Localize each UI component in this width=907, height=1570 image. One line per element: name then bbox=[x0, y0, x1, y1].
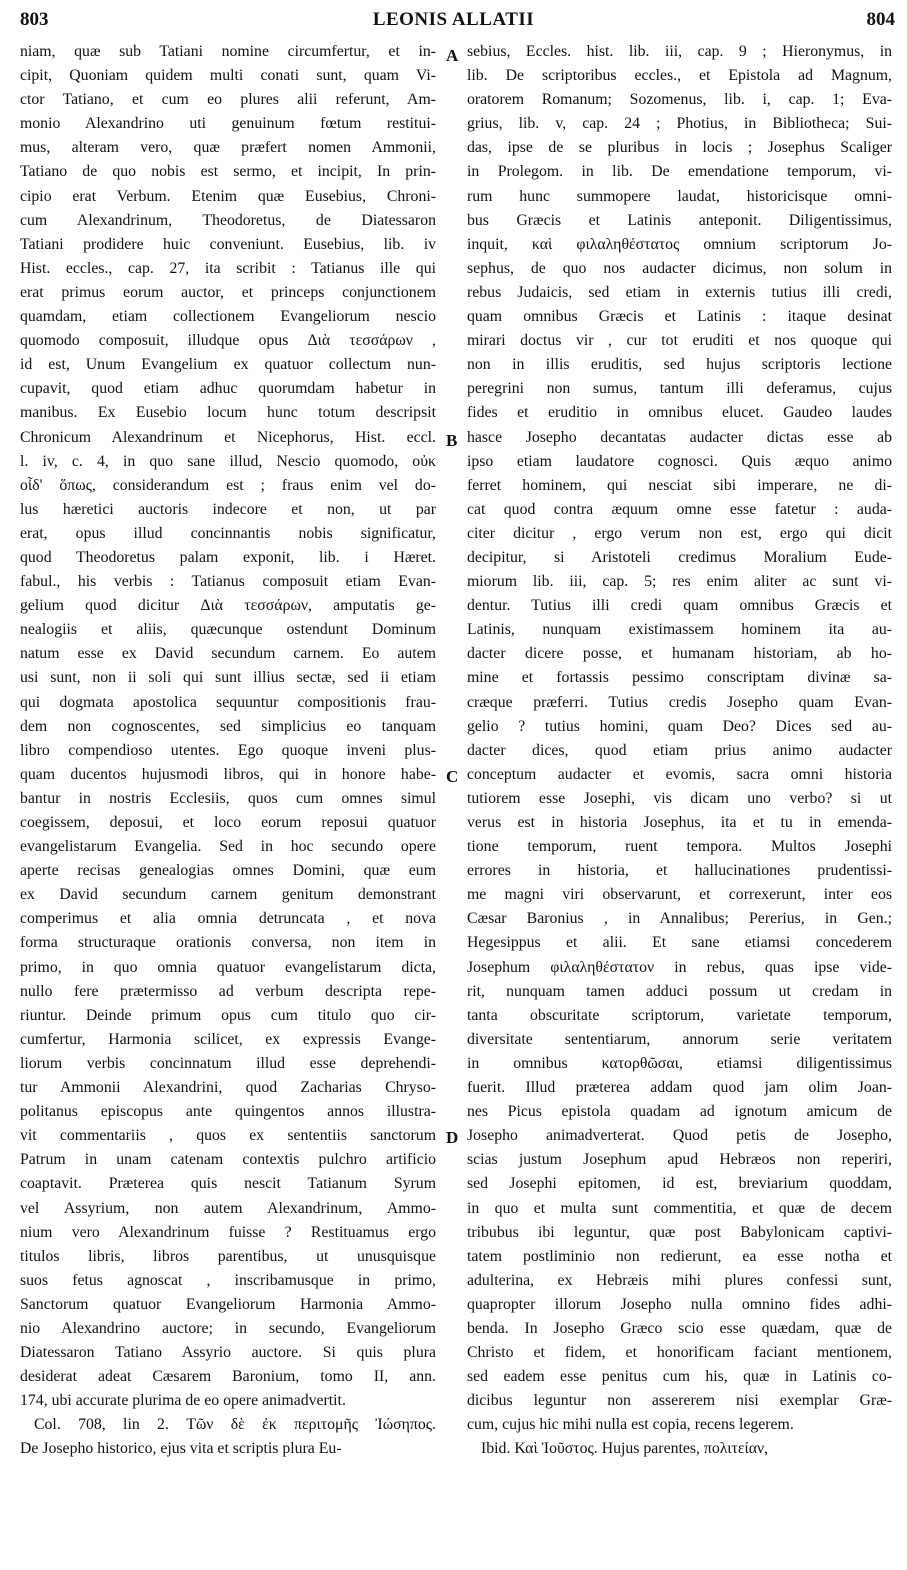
left-text-line: Hist. eccles., cap. 27, ita scribit : Tatianus ille qui bbox=[20, 259, 436, 277]
margin-marker-b: B bbox=[446, 431, 458, 450]
left-text-line: vit commentariis , quos ex sententiis sanctorum bbox=[20, 1127, 436, 1145]
left-text-line: riuntur. Deinde primum opus cum titulo quo cir- bbox=[20, 1006, 436, 1024]
right-text-line: hasce Josepho decantatas audacter dictas esse ab bbox=[467, 428, 892, 446]
left-text-line: coegissem, deposui, et loco eorum reposui quatuor bbox=[20, 814, 436, 831]
left-text-line: qui dogmata apostolica sequuntur compositionis frau- bbox=[20, 693, 436, 711]
left-text-line: bantur in nostris Ecclesiis, quos cum omnes simul bbox=[20, 789, 436, 807]
left-text-line: quam ducentos hujusmodi libros, qui in honore habe- bbox=[20, 765, 436, 783]
right-text-line: rit, nunquam tamen adduci possum ut credam in bbox=[467, 982, 892, 1000]
right-text-line: dicibus leguntur non assererem nisi exemplar Græ- bbox=[467, 1392, 892, 1410]
right-text-line: benda. In Josepho Græco scio esse quædam, quæ de bbox=[467, 1319, 892, 1337]
left-text-line: vel Assyrium, non autem Alexandrinum, Ammo- bbox=[20, 1199, 436, 1217]
right-text-line: me magni viri observarunt, et correxerunt, inter eos bbox=[467, 886, 892, 904]
right-text-line: non in illis eruditis, sed hujus scriptoris lectione bbox=[467, 356, 892, 374]
right-text-line: tione temporum, ruent tempora. Multos Josephi bbox=[467, 838, 892, 856]
left-text-line: Sanctorum quatuor Evangeliorum Harmonia Ammo- bbox=[20, 1295, 436, 1313]
left-text-line: niam, quæ sub Tatiani nomine circumfertur, et in- bbox=[20, 43, 436, 60]
right-text-line: nes Picus epistola quadam ad ignotum amicum de bbox=[467, 1103, 892, 1121]
right-text-line: adulterina, ex Hebræis mihi plures confessi sunt, bbox=[467, 1271, 892, 1289]
left-text-line: forma structuraque orationis conversa, non item in bbox=[20, 934, 436, 952]
right-text-line: sebius, Eccles. hist. lib. iii, cap. 9 ; Hieronymus, in bbox=[467, 43, 892, 60]
right-text-line: das, ipse de se pluribus in locis ; Josephus Scaliger bbox=[467, 139, 892, 157]
left-text-line: οἶδ' ὅπως, considerandum est ; fraus enim vel do- bbox=[20, 476, 436, 494]
page-number-right: 804 bbox=[866, 9, 895, 30]
right-text-line: decipitur, si Aristoteli credimus Moralium Eude- bbox=[467, 548, 892, 566]
left-text-line: usi sunt, non ii soli qui sunt illius sectæ, sed ii etiam bbox=[20, 669, 436, 687]
right-text-line: sed eadem esse penitus cum his, quæ in Latinis co- bbox=[467, 1368, 892, 1386]
right-text-line: mine et fortassis pessimo conscriptam divinæ sa- bbox=[467, 669, 892, 687]
left-text-line: Chronicum Alexandrinum et Nicephorus, Hist. eccl. bbox=[20, 428, 436, 446]
right-text-line: in omnibus κατορθῶσαι, etiamsi diligentissimus bbox=[467, 1054, 892, 1072]
right-text-line: tatem postliminio non redierunt, ea esse notha et bbox=[467, 1247, 892, 1265]
right-text-line: mirari doctus vir , cur tot eruditi et nos quoque qui bbox=[467, 332, 892, 350]
right-text-line: bus Græcis et Latinis anteponit. Diligentissimus, bbox=[467, 211, 892, 229]
left-text-line: dem non cognoscentes, sed simplicius eo tanquam bbox=[20, 717, 436, 735]
left-text-line: ex David secundum carnem genitum demonstrant bbox=[20, 886, 436, 904]
right-text-line: in quo et multa sunt commentitia, et quæ de decem bbox=[467, 1199, 892, 1217]
left-text-line: quod Theodoretus palam exponit, lib. i Hæret. bbox=[20, 548, 436, 566]
left-text-line: erat primus eorum auctor, et princeps conjunctionem bbox=[20, 283, 436, 301]
left-text-line: evangelistarum Evangelia. Sed in hoc secundo opere bbox=[20, 838, 436, 856]
left-text-line: libro compendioso utentes. Ego quoque inveni plus- bbox=[20, 741, 436, 759]
left-text-line: titulos libris, libros parentibus, ut unusquisque bbox=[20, 1247, 436, 1265]
right-text-line: citer dicitur , ergo verum non est, ergo qui dicit bbox=[467, 524, 892, 542]
right-text-line: dentur. Tutius illi credi quam omnibus Græcis et bbox=[467, 597, 892, 615]
right-text-line: miorum lib. iii, cap. 5; res enim aliter ac sunt vi- bbox=[467, 573, 892, 591]
right-text-line: dacter dicere posse, et humanam historiam, ab ho- bbox=[467, 645, 892, 663]
left-text-line: nullo fere prætermisso ad verbum descripta repe- bbox=[20, 982, 436, 1000]
left-text-line: suos fetus agnoscat , inscribamusque in primo, bbox=[20, 1271, 436, 1289]
page-number-left: 803 bbox=[20, 9, 49, 30]
right-text-line: conceptum audacter et evomis, sacra omni historia bbox=[467, 765, 892, 783]
left-text-line: aperte recisas genealogias omnes Domini, quæ eum bbox=[20, 862, 436, 880]
left-text-line: cupavit, quod etiam adhuc quorumdam habetur in bbox=[20, 380, 436, 398]
right-text-line: rum hunc summopere laudat, historicisque omni- bbox=[467, 187, 892, 205]
left-text-line: Diatessaron Tatiano Assyrio auctore. Si quis plura bbox=[20, 1344, 436, 1362]
left-text-line: mus, alteram vero, quæ præfert nomen Ammonii, bbox=[20, 139, 436, 157]
margin-marker-c: C bbox=[446, 767, 459, 786]
left-text-line: lus hæretici auctoris indecore et non, ut par bbox=[20, 500, 436, 518]
left-text-line: cipio erat Verbum. Etenim quæ Eusebius, Chroni- bbox=[20, 187, 436, 205]
right-text-line: ipso etiam laudatore cognosci. Quis æquo animo bbox=[467, 452, 892, 470]
running-title: LEONIS ALLATII bbox=[372, 9, 535, 30]
left-text-line: ctor Tatiano, et cum eo plures alii referunt, Am- bbox=[20, 91, 436, 109]
left-text-line: comperimus et alia omnia detruncata , et nova bbox=[20, 910, 436, 928]
left-text-line: erat, opus illud concinnantis nobis significatur, bbox=[20, 524, 436, 542]
right-text-line: fides et eruditio in omnibus elucet. Gaudeo laudes bbox=[467, 404, 892, 422]
left-text-line: nium vero Alexandrinum fuisse ? Restituamus ergo bbox=[20, 1223, 436, 1241]
left-text-line: fabul., his verbis : Tatianus composuit etiam Evan- bbox=[20, 573, 436, 591]
left-text-line: quamdam, etiam collectionem Evangeliorum nescio bbox=[20, 308, 436, 326]
right-text-line: errores in historia, et hallucinationes prudentissi- bbox=[467, 862, 892, 880]
right-text-line: tutiorem esse Josephi, vis dicam uno verbo? si ut bbox=[467, 789, 892, 807]
right-text-line: tribubus ibi leguntur, quæ post Babylonicam captivi- bbox=[467, 1223, 892, 1241]
right-text-line: Josepho animadverterat. Quod petis de Josepho, bbox=[467, 1127, 892, 1145]
right-text-line: rebus Judaicis, sed etiam in externis tutius illi credi, bbox=[467, 283, 892, 301]
right-text-line: Josephum φιλαληθέστατον in rebus, quas ipse vide- bbox=[467, 958, 892, 976]
right-text-line: Latinis, nunquam existimassem hominem ita au- bbox=[467, 621, 892, 639]
right-text-line: Christo et fidem, et honorificam faciant mentionem, bbox=[467, 1344, 892, 1362]
left-text-line: quomodo composuit, illudque opus Διὰ τεσσάρων , bbox=[20, 332, 436, 350]
right-text-line: grius, lib. v, cap. 24 ; Photius, in Bibliotheca; Sui- bbox=[467, 115, 892, 133]
margin-marker-a: A bbox=[446, 46, 459, 65]
right-text-line: sed Josephi epitomen, id est, breviarium quoddam, bbox=[467, 1175, 892, 1193]
right-text-line: diversitate sententiarum, annorum serie veritatem bbox=[467, 1030, 892, 1048]
right-text-line: fuerit. Illud præterea addam quod jam olim Joan- bbox=[467, 1079, 892, 1097]
right-column bbox=[467, 40, 892, 1462]
right-text-line: sephus, de quo nos audacter dicimus, non solum in bbox=[467, 259, 892, 277]
left-text-line: cipit, Quoniam quidem multi conati sunt, quam Vi- bbox=[20, 67, 436, 85]
right-text-line: Cæsar Baronius , in Annalibus; Pererius, in Gen.; bbox=[467, 910, 892, 928]
left-column bbox=[20, 40, 436, 1462]
left-text-line: Patrum in unam catenam contextis pulchro artificio bbox=[20, 1151, 436, 1169]
left-text-line: tur Ammonii Alexandrini, quod Zacharias Chryso- bbox=[20, 1079, 436, 1097]
left-text-line: gelium quod dicitur Διὰ τεσσάρων, amputatis ge- bbox=[20, 597, 436, 615]
right-text-line: dacter dices, quod etiam prius animo audacter bbox=[467, 741, 892, 759]
left-text-line: l. iv, c. 4, in quo sane illud, Nescio quomodo, οὐκ bbox=[20, 452, 436, 470]
left-text-line: nio Alexandrino auctore; in secundo, Evangeliorum bbox=[20, 1319, 436, 1337]
right-text-line: scias justum Josephum apud Hebræos non reperiri, bbox=[467, 1151, 892, 1169]
right-text-line: oratorem Romanum; Sozomenus, lib. i, cap. 1; Eva- bbox=[467, 91, 892, 109]
right-text-line: tanta obscuritate scriptorum, varietate temporum, bbox=[467, 1006, 892, 1024]
left-text-line: Col. 708, lin 2. Τῶν δὲ ἐκ περιτομῆς Ἰώσηπος. bbox=[34, 1416, 436, 1434]
right-text-line: quam omnibus Græcis et Latinis : itaque desinat bbox=[467, 308, 892, 326]
right-text-line: Ibid. Καὶ Ἰοῦστος. Hujus parentes, πολιτείαν, bbox=[481, 1440, 769, 1458]
right-text-line: Hegesippus et alii. Et sane etiamsi concederem bbox=[467, 934, 892, 952]
left-text-line: manibus. Ex Eusebio locum hunc totum descripsit bbox=[20, 404, 436, 422]
right-text-line: gelio ? tutius homini, quam Deo? Dices sed au- bbox=[467, 717, 892, 735]
margin-marker-d: D bbox=[446, 1128, 459, 1147]
left-text-line: primo, in quo omnia quatuor evangelistarum dicta, bbox=[20, 958, 436, 976]
left-text-line: De Josepho historico, ejus vita et scriptis plura Eu- bbox=[20, 1440, 342, 1458]
left-text-line: cum Alexandrinum, Theodoretus, de Diatessaron bbox=[20, 211, 436, 229]
right-text-line: in Prolegom. in lib. De emendatione temporum, vi- bbox=[467, 163, 892, 181]
left-text-line: Tatiano de quo nobis est sermo, et incipit, In prin- bbox=[20, 163, 436, 181]
left-text-line: 174, ubi accurate plurima de eo opere animadvertit. bbox=[20, 1392, 346, 1410]
page-header bbox=[0, 0, 907, 40]
left-text-line: id est, Unum Evangelium ex quatuor collectum nun- bbox=[20, 356, 436, 374]
right-text-line: inquit, καὶ φιλαληθέστατος omnium scriptorum Jo- bbox=[467, 235, 892, 253]
right-text-line: verus est in historia Josephus, ita et tu in emenda- bbox=[467, 814, 892, 831]
right-text-line: peregrini non sumus, tantum illi deferamus, cujus bbox=[467, 380, 892, 398]
right-text-line: ferret hominem, qui nesciat sibi imperare, ne di- bbox=[467, 476, 892, 494]
left-text-line: desiderat adeat Cæsarem Baronium, tomo II, ann. bbox=[20, 1368, 436, 1386]
left-text-line: monio Alexandrino uti genuinum fœtum restitui- bbox=[20, 115, 436, 133]
right-text-line: cat quod contra æquum omne esse fatetur : auda- bbox=[467, 500, 892, 518]
left-text-line: politanus episcopus ante quingentos annos illustra- bbox=[20, 1103, 436, 1121]
left-text-line: nealogiis et aliis, quæcunque ostendunt Dominum bbox=[20, 621, 436, 639]
left-text-line: cumfertur, Harmonia scilicet, ex expressis Evange- bbox=[20, 1030, 436, 1048]
right-text-line: cum, cujus hic mihi nulla est copia, recens legerem. bbox=[467, 1416, 794, 1434]
right-text-line: quapropter illorum Josepho nulla omnino fides adhi- bbox=[467, 1295, 892, 1313]
left-text-line: liorum verbis concinnatum illud esse deprehendi- bbox=[20, 1054, 436, 1072]
left-text-line: coaptavit. Præterea quis nescit Tatianum Syrum bbox=[20, 1175, 436, 1193]
right-text-line: lib. De scriptoribus eccles., et Epistola ad Magnum, bbox=[467, 67, 892, 85]
left-text-line: natum esse ex David secundum carnem. Eo autem bbox=[20, 645, 436, 663]
right-text-line: cræque præferri. Tutius credis Josepho quam Evan- bbox=[467, 693, 892, 711]
left-text-line: Tatiani prodidere huic conveniunt. Eusebius, lib. iv bbox=[20, 235, 436, 253]
